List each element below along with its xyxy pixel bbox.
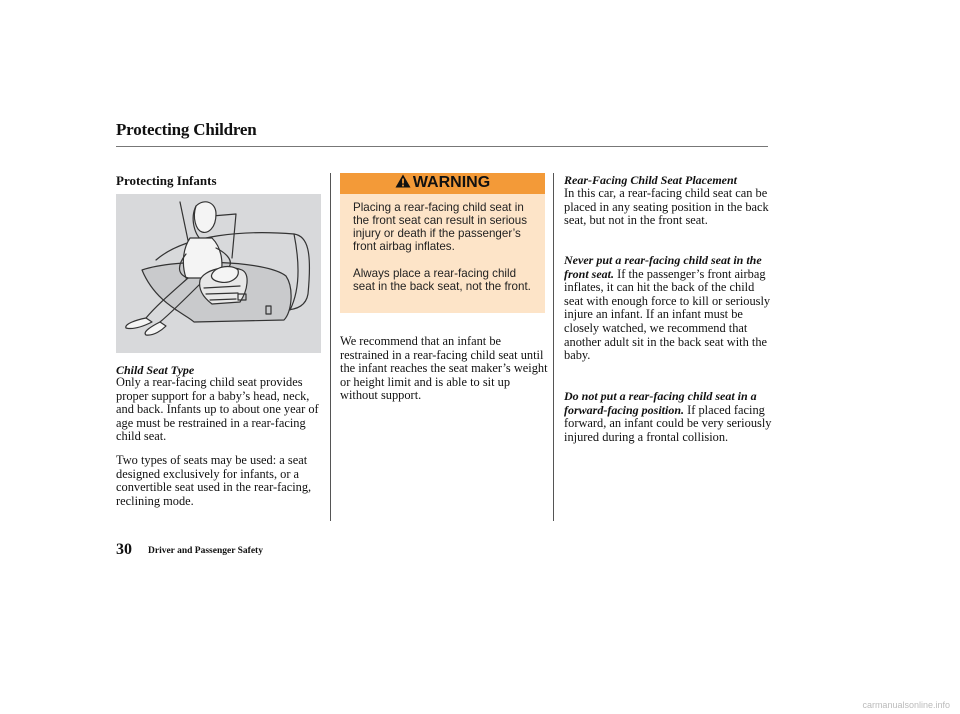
page-title: Protecting Children — [116, 120, 257, 139]
title-divider — [116, 146, 768, 147]
warning-label-row — [340, 174, 545, 192]
paragraph-recommend-infant: We recommend that an infant be restrained in a rear-facing child seat until the infant reaches the seat maker’s weight or height limit and is able to sit up without support. — [340, 334, 548, 403]
column-divider-right — [553, 173, 554, 521]
lead-never-front-seat: Never put a rear-facing child seat in the front seat. — [564, 253, 762, 281]
warning-triangle-icon — [395, 174, 411, 188]
warning-text-placing: Placing a rear-facing child seat in the front seat can result in serious injury or death if the passenger’s front airbag inflates. — [353, 201, 527, 253]
child-seat-illustration-image — [116, 194, 321, 353]
subheading-child-seat-type: Child Seat Type — [116, 363, 195, 377]
text-forward-facing: If placed facing forward, an infant could be very seriously injured during a frontal collision. — [564, 402, 772, 444]
paragraph-placement: In this car, a rear-facing child seat can be placed in any seating position in the back seat, but not in the front seat. — [564, 186, 769, 228]
illustration-woman-with-infant-seat — [116, 194, 321, 353]
column-divider-left — [330, 173, 331, 521]
section-heading-protecting-infants: Protecting Infants — [116, 173, 217, 188]
warning-text-always: Always place a rear-facing child seat in the back seat, not the front. — [353, 267, 531, 293]
paragraph-child-seat-type: Only a rear-facing child seat provides proper support for a baby’s head, neck, and back. Infants up to about one year of age must be restrained in a rear-facing child seat. — [116, 375, 319, 444]
footer-section-title: Driver and Passenger Safety — [148, 546, 263, 556]
page-number: 30 — [116, 541, 132, 558]
warning-label: WARNING — [412, 174, 491, 191]
paragraph-seat-types: Two types of seats may be used: a seat designed exclusively for infants, or a convertible seat used in the rear-facing, reclining mode. — [116, 453, 312, 508]
text-never-front-seat: If the passenger’s front airbag inflates, it can hit the back of the child seat with enough force to kill or seriously injure an infant. If an infant must be closely watched, we recommend that another adult sit in the back seat with the baby. — [564, 266, 771, 363]
heading-rear-facing-placement: Rear-Facing Child Seat Placement — [564, 173, 737, 187]
paragraph-forward-facing — [564, 390, 772, 444]
paragraph-never-front-seat — [564, 254, 772, 363]
watermark: carmanualsonline.info — [862, 700, 950, 710]
lead-forward-facing: Do not put a rear-facing child seat in a forward-facing position. — [564, 389, 757, 417]
